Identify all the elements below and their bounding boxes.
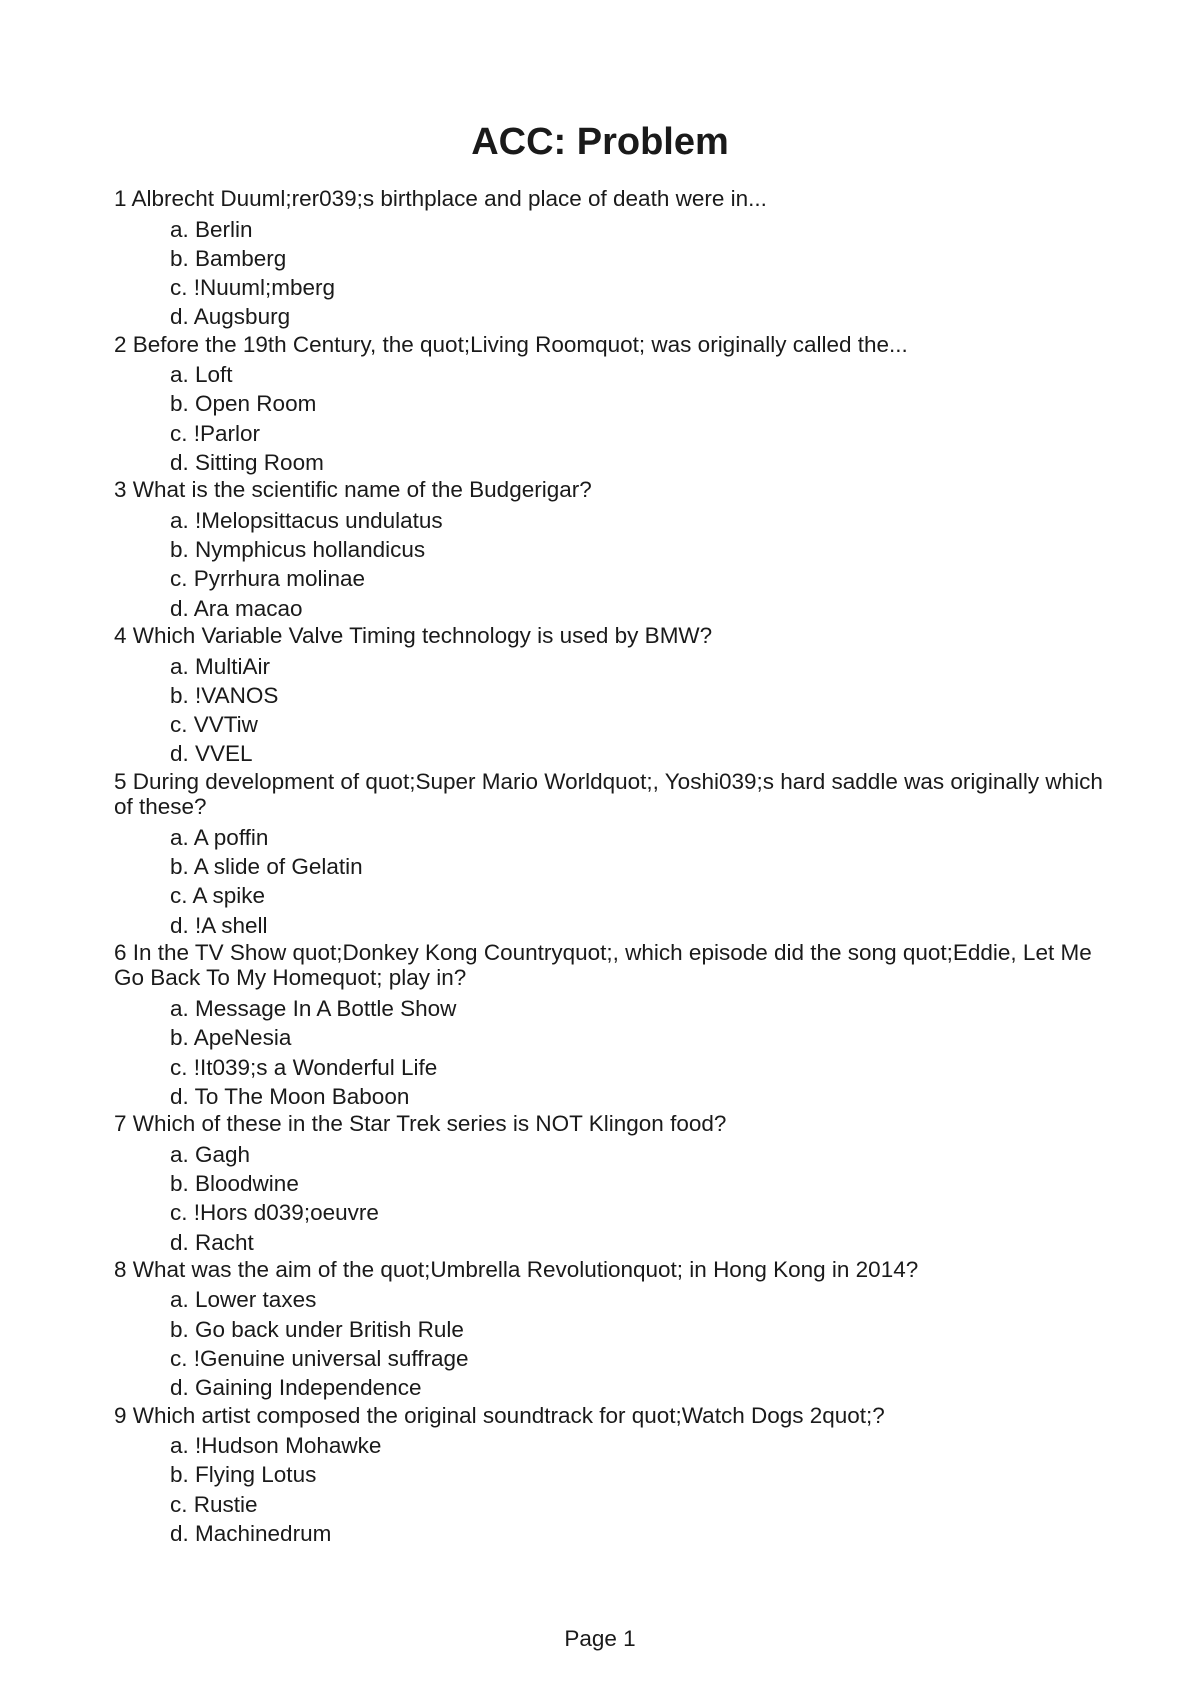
option-a: a. Message In A Bottle Show — [170, 995, 457, 1021]
page-title: ACC: Problem — [471, 121, 729, 163]
question-text: 8 What was the aim of the quot;Umbrella Revolutionquot; in Hong Kong in 2014? — [114, 1256, 919, 1282]
option-list — [114, 652, 1114, 769]
option-b: b. Bloodwine — [170, 1170, 299, 1196]
option-d: d. Racht — [170, 1229, 254, 1255]
option-c: c. VVTiw — [170, 712, 258, 738]
option-a: a. MultiAir — [170, 653, 271, 679]
option-d: d. Gaining Independence — [170, 1375, 422, 1401]
question-8 — [114, 1257, 1114, 1403]
option-c: c. Rustie — [170, 1491, 258, 1517]
question-2 — [114, 332, 1114, 478]
question-list — [114, 186, 1114, 1548]
option-a: a. !Melopsittacus undulatus — [170, 507, 443, 533]
option-d: d. Ara macao — [170, 595, 303, 621]
question-3 — [114, 477, 1114, 623]
option-b: b. Flying Lotus — [170, 1462, 317, 1488]
option-c: c. !Hors d039;oeuvre — [170, 1200, 379, 1226]
question-text: 1 Albrecht Duuml;rer039;s birthplace and place of death were in... — [114, 186, 767, 211]
option-a: a. Gagh — [170, 1141, 251, 1167]
option-c: c. !Nuuml;mberg — [170, 275, 336, 301]
option-d: d. !A shell — [170, 912, 268, 938]
question-text: 7 Which of these in the Star Trek series is NOT Klingon food? — [114, 1111, 727, 1137]
question-4 — [114, 623, 1114, 769]
option-list — [114, 215, 1114, 332]
option-b: b. ApeNesia — [170, 1025, 292, 1051]
question-text: 4 Which Variable Valve Timing technology is used by BMW? — [114, 623, 713, 649]
option-a: a. Berlin — [170, 216, 253, 242]
option-c: c. !Genuine universal suffrage — [170, 1345, 469, 1371]
page-number: Page 1 — [564, 1626, 636, 1651]
question-7 — [114, 1111, 1114, 1257]
option-d: d. Augsburg — [170, 304, 291, 330]
option-b: b. !VANOS — [170, 682, 279, 708]
option-a: a. Lower taxes — [170, 1287, 317, 1313]
option-list — [114, 1285, 1114, 1402]
option-a: a. A poffin — [170, 824, 269, 850]
question-text: 9 Which artist composed the original soundtrack for quot;Watch Dogs 2quot;? — [114, 1402, 885, 1428]
option-d: d. Sitting Room — [170, 450, 324, 476]
option-d: d. To The Moon Baboon — [170, 1083, 410, 1109]
option-list — [114, 994, 1114, 1111]
option-a: a. Loft — [170, 362, 233, 388]
question-text: 6 In the TV Show quot;Donkey Kong Countryquot;, which episode did the song quot;Eddie, Let Me Go Back To My Homequot; play in? — [114, 939, 1092, 991]
option-d: d. VVEL — [170, 741, 253, 767]
option-a: a. !Hudson Mohawke — [170, 1433, 382, 1458]
option-c: c. A spike — [170, 883, 266, 909]
option-list — [114, 360, 1114, 477]
option-c: c. Pyrrhura molinae — [170, 566, 366, 592]
option-list — [114, 506, 1114, 623]
question-text: 2 Before the 19th Century, the quot;Living Roomquot; was originally called the... — [114, 331, 908, 357]
option-b: b. Nymphicus hollandicus — [170, 537, 426, 563]
question-text: 5 During development of quot;Super Mario Worldquot;, Yoshi039;s hard saddle was originally which of these? — [114, 768, 1103, 820]
option-b: b. Go back under British Rule — [170, 1316, 464, 1342]
option-b: b. Bamberg — [170, 245, 287, 271]
question-text: 3 What is the scientific name of the Budgerigar? — [114, 477, 592, 503]
option-b: b. Open Room — [170, 391, 317, 417]
option-c: c. !Parlor — [170, 420, 261, 446]
question-5 — [114, 769, 1114, 940]
option-list — [114, 1140, 1114, 1257]
question-9 — [114, 1403, 1114, 1549]
option-d: d. Machinedrum — [170, 1520, 332, 1546]
question-6 — [114, 940, 1114, 1111]
question-1 — [114, 186, 1114, 332]
option-c: c. !It039;s a Wonderful Life — [170, 1054, 438, 1080]
option-list — [114, 1431, 1114, 1548]
option-list — [114, 823, 1114, 940]
option-b: b. A slide of Gelatin — [170, 854, 363, 880]
